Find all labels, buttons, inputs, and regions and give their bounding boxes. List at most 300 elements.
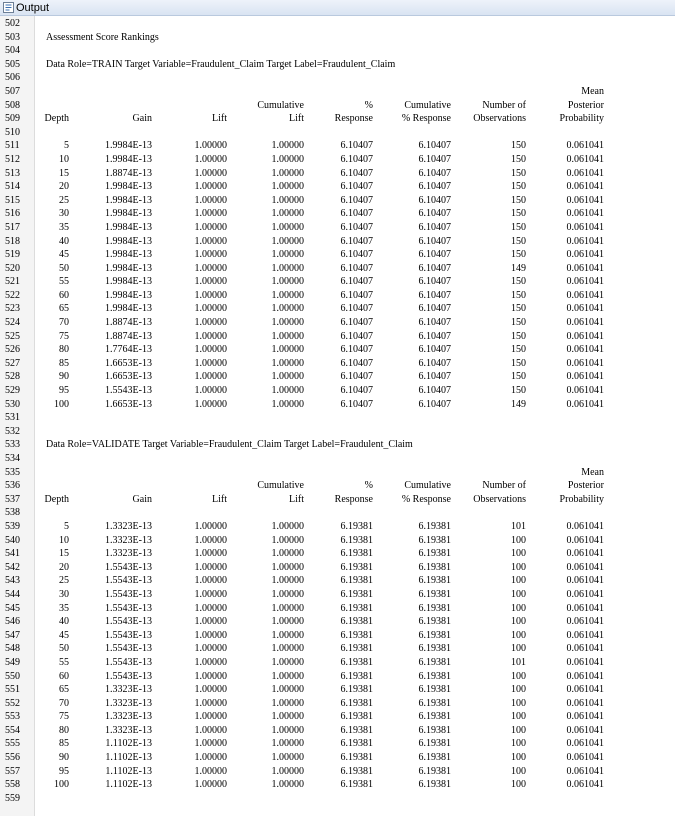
cumulative-pct-response-cell: 6.10407: [418, 398, 451, 410]
mean-posterior-probability-cell: 0.061041: [566, 276, 604, 288]
cumulative-pct-response-cell: 6.19381: [418, 575, 451, 587]
line-number: 542: [5, 561, 20, 573]
num-observations-cell: 150: [511, 167, 526, 179]
blank-line: [0, 452, 675, 466]
gain-cell: 1.8874E-13: [105, 317, 152, 329]
line-number: 507: [5, 85, 20, 97]
line-number: 537: [5, 493, 20, 505]
cumulative-lift-cell: 1.00000: [271, 711, 304, 723]
gain-cell: 1.9984E-13: [105, 208, 152, 220]
table-header-row: [0, 493, 675, 507]
mean-posterior-probability-cell: 0.061041: [566, 561, 604, 573]
mean-posterior-probability-cell: 0.061041: [566, 520, 604, 532]
cumulative-lift-header: Lift: [289, 493, 304, 505]
cumulative-pct-response-cell: 6.10407: [418, 289, 451, 301]
num-observations-cell: 150: [511, 181, 526, 193]
gain-cell: 1.9984E-13: [105, 153, 152, 165]
pct-response-cell: 6.10407: [340, 194, 373, 206]
table-row: [0, 588, 675, 602]
table-row: [0, 194, 675, 208]
num-observations-cell: 101: [511, 520, 526, 532]
num-observations-cell: 100: [511, 643, 526, 655]
table-row: [0, 153, 675, 167]
gain-cell: 1.5543E-13: [105, 385, 152, 397]
num-observations-cell: 150: [511, 221, 526, 233]
line-number: 541: [5, 548, 20, 560]
line-number: 556: [5, 752, 20, 764]
depth-cell: 65: [59, 303, 69, 315]
pct-response-cell: 6.10407: [340, 344, 373, 356]
cumulative-lift-header: Lift: [289, 113, 304, 125]
gain-cell: 1.5543E-13: [105, 616, 152, 628]
table-row: [0, 262, 675, 276]
lift-cell: 1.00000: [194, 575, 227, 587]
pct-response-cell: 6.10407: [340, 330, 373, 342]
mean-posterior-probability-cell: 0.061041: [566, 656, 604, 668]
cumulative-lift-cell: 1.00000: [271, 697, 304, 709]
pct-response-cell: 6.10407: [340, 167, 373, 179]
depth-cell: 25: [59, 194, 69, 206]
cumulative-lift-cell: 1.00000: [271, 181, 304, 193]
gain-cell: 1.3323E-13: [105, 711, 152, 723]
table-row: [0, 656, 675, 670]
depth-cell: 60: [59, 670, 69, 682]
line-number: 513: [5, 167, 20, 179]
lift-cell: 1.00000: [194, 697, 227, 709]
lift-cell: 1.00000: [194, 194, 227, 206]
table-row: [0, 710, 675, 724]
lift-cell: 1.00000: [194, 670, 227, 682]
pct-response-cell: 6.19381: [340, 724, 373, 736]
mean-posterior-probability-cell: 0.061041: [566, 697, 604, 709]
num-observations-cell: 100: [511, 548, 526, 560]
line-number: 503: [5, 31, 20, 43]
cumulative-lift-cell: 1.00000: [271, 670, 304, 682]
data-role-label: Data Role=VALIDATE Target Variable=Fraudulent_Claim Target Label=Fraudulent_Claim: [46, 439, 413, 451]
line-number: 509: [5, 113, 20, 125]
output-window-icon: [3, 2, 14, 13]
cumulative-lift-cell: 1.00000: [271, 724, 304, 736]
gain-cell: 1.1102E-13: [105, 752, 152, 764]
cumulative-lift-cell: 1.00000: [271, 520, 304, 532]
num-observations-cell: 150: [511, 249, 526, 261]
table-row: [0, 139, 675, 153]
cumulative-pct-response-cell: 6.10407: [418, 140, 451, 152]
cumulative-lift-cell: 1.00000: [271, 371, 304, 383]
num-observations-cell: 100: [511, 711, 526, 723]
gain-header: Gain: [132, 113, 152, 125]
num-observations-cell: 150: [511, 371, 526, 383]
depth-cell: 75: [59, 330, 69, 342]
lift-cell: 1.00000: [194, 643, 227, 655]
report-title: Assessment Score Rankings: [46, 31, 159, 43]
num-observations-cell: 100: [511, 575, 526, 587]
lift-cell: 1.00000: [194, 344, 227, 356]
table-row: [0, 289, 675, 303]
table-row: [0, 316, 675, 330]
mean-posterior-probability-cell: 0.061041: [566, 344, 604, 356]
cumulative-lift-cell: 1.00000: [271, 656, 304, 668]
line-number: 527: [5, 357, 20, 369]
num-observations-cell: 100: [511, 602, 526, 614]
mean-posterior-probability-cell: 0.061041: [566, 357, 604, 369]
table-row: [0, 248, 675, 262]
cumulative-pct-response-cell: 6.19381: [418, 684, 451, 696]
gain-cell: 1.1102E-13: [105, 779, 152, 791]
cumulative-pct-response-cell: 6.10407: [418, 276, 451, 288]
line-number: 557: [5, 765, 20, 777]
lift-cell: 1.00000: [194, 153, 227, 165]
mean-posterior-probability-cell: 0.061041: [566, 548, 604, 560]
cumulative-lift-cell: 1.00000: [271, 534, 304, 546]
line-number: 505: [5, 58, 20, 70]
table-header-row: [0, 99, 675, 113]
mean-posterior-probability-cell: 0.061041: [566, 534, 604, 546]
pct-response-cell: 6.19381: [340, 711, 373, 723]
num-observations-header: Observations: [473, 493, 526, 505]
pct-response-cell: 6.19381: [340, 684, 373, 696]
mean-posterior-probability-cell: 0.061041: [566, 629, 604, 641]
table-row: [0, 207, 675, 221]
table-row: [0, 520, 675, 534]
mean-posterior-probability-cell: 0.061041: [566, 249, 604, 261]
table-row: [0, 275, 675, 289]
line-number: 550: [5, 670, 20, 682]
pct-response-cell: 6.10407: [340, 398, 373, 410]
cumulative-pct-response-cell: 6.10407: [418, 303, 451, 315]
gain-cell: 1.5543E-13: [105, 575, 152, 587]
gain-cell: 1.8874E-13: [105, 330, 152, 342]
gain-cell: 1.5543E-13: [105, 656, 152, 668]
window-title: Output: [16, 2, 50, 14]
num-observations-cell: 150: [511, 344, 526, 356]
cumulative-pct-response-cell: 6.10407: [418, 249, 451, 261]
cumulative-pct-response-cell: 6.19381: [418, 724, 451, 736]
mean-posterior-probability-header: Probability: [559, 113, 604, 125]
num-observations-cell: 150: [511, 385, 526, 397]
table-row: [0, 574, 675, 588]
lift-cell: 1.00000: [194, 548, 227, 560]
pct-response-header: %: [364, 480, 373, 492]
line-number: 549: [5, 656, 20, 668]
pct-response-cell: 6.19381: [340, 534, 373, 546]
mean-posterior-probability-cell: 0.061041: [566, 684, 604, 696]
num-observations-cell: 100: [511, 588, 526, 600]
num-observations-cell: 150: [511, 153, 526, 165]
line-number: 554: [5, 724, 20, 736]
cumulative-lift-cell: 1.00000: [271, 643, 304, 655]
table-row: [0, 370, 675, 384]
mean-posterior-probability-cell: 0.061041: [566, 724, 604, 736]
depth-cell: 5: [64, 520, 69, 532]
num-observations-cell: 100: [511, 738, 526, 750]
line-number: 524: [5, 317, 20, 329]
cumulative-lift-cell: 1.00000: [271, 262, 304, 274]
cumulative-lift-cell: 1.00000: [271, 276, 304, 288]
cumulative-pct-response-cell: 6.19381: [418, 561, 451, 573]
pct-response-cell: 6.10407: [340, 153, 373, 165]
line-number: 520: [5, 262, 20, 274]
lift-cell: 1.00000: [194, 684, 227, 696]
table-row: [0, 615, 675, 629]
depth-cell: 15: [59, 167, 69, 179]
table-row: [0, 547, 675, 561]
mean-posterior-probability-cell: 0.061041: [566, 779, 604, 791]
gain-cell: 1.9984E-13: [105, 262, 152, 274]
lift-cell: 1.00000: [194, 221, 227, 233]
line-number: 508: [5, 99, 20, 111]
cumulative-pct-response-cell: 6.19381: [418, 534, 451, 546]
lift-cell: 1.00000: [194, 738, 227, 750]
mean-posterior-probability-header: Probability: [559, 493, 604, 505]
gain-cell: 1.9984E-13: [105, 276, 152, 288]
table-row: [0, 534, 675, 548]
table-header-row: [0, 85, 675, 99]
mean-posterior-probability-cell: 0.061041: [566, 167, 604, 179]
lift-cell: 1.00000: [194, 520, 227, 532]
gain-cell: 1.9984E-13: [105, 140, 152, 152]
cumulative-pct-response-cell: 6.19381: [418, 643, 451, 655]
cumulative-lift-cell: 1.00000: [271, 548, 304, 560]
lift-cell: 1.00000: [194, 317, 227, 329]
depth-cell: 35: [59, 602, 69, 614]
mean-posterior-probability-cell: 0.061041: [566, 153, 604, 165]
cumulative-pct-response-cell: 6.19381: [418, 670, 451, 682]
gain-cell: 1.6653E-13: [105, 357, 152, 369]
num-observations-cell: 100: [511, 534, 526, 546]
gain-cell: 1.9984E-13: [105, 194, 152, 206]
line-number: 551: [5, 684, 20, 696]
line-number: 559: [5, 792, 20, 804]
pct-response-cell: 6.19381: [340, 561, 373, 573]
lift-cell: 1.00000: [194, 711, 227, 723]
cumulative-lift-cell: 1.00000: [271, 303, 304, 315]
cumulative-pct-response-cell: 6.10407: [418, 385, 451, 397]
num-observations-cell: 100: [511, 765, 526, 777]
line-number: 523: [5, 303, 20, 315]
cumulative-lift-cell: 1.00000: [271, 344, 304, 356]
pct-response-cell: 6.10407: [340, 303, 373, 315]
line-number: 511: [5, 140, 20, 152]
num-observations-cell: 149: [511, 398, 526, 410]
lift-cell: 1.00000: [194, 371, 227, 383]
mean-posterior-probability-cell: 0.061041: [566, 385, 604, 397]
table-row: [0, 737, 675, 751]
lift-cell: 1.00000: [194, 629, 227, 641]
gain-cell: 1.3323E-13: [105, 548, 152, 560]
gain-cell: 1.3323E-13: [105, 684, 152, 696]
lift-cell: 1.00000: [194, 140, 227, 152]
cumulative-pct-response-cell: 6.10407: [418, 330, 451, 342]
cumulative-pct-response-cell: 6.10407: [418, 357, 451, 369]
pct-response-cell: 6.19381: [340, 629, 373, 641]
depth-cell: 80: [59, 724, 69, 736]
depth-cell: 70: [59, 697, 69, 709]
gain-cell: 1.3323E-13: [105, 520, 152, 532]
cumulative-lift-header: Cumulative: [257, 480, 304, 492]
depth-cell: 55: [59, 276, 69, 288]
cumulative-lift-cell: 1.00000: [271, 629, 304, 641]
line-number: 539: [5, 520, 20, 532]
blank-line: [0, 425, 675, 439]
cumulative-pct-response-cell: 6.19381: [418, 779, 451, 791]
mean-posterior-probability-cell: 0.061041: [566, 235, 604, 247]
depth-cell: 85: [59, 357, 69, 369]
depth-cell: 40: [59, 235, 69, 247]
line-number: 538: [5, 507, 20, 519]
blank-line: [0, 126, 675, 140]
blank-line: [0, 411, 675, 425]
mean-posterior-probability-cell: 0.061041: [566, 289, 604, 301]
depth-cell: 95: [59, 765, 69, 777]
pct-response-cell: 6.19381: [340, 752, 373, 764]
table-row: [0, 302, 675, 316]
table-row: [0, 180, 675, 194]
cumulative-pct-response-cell: 6.10407: [418, 235, 451, 247]
pct-response-cell: 6.10407: [340, 276, 373, 288]
mean-posterior-probability-cell: 0.061041: [566, 262, 604, 274]
cumulative-lift-cell: 1.00000: [271, 317, 304, 329]
mean-posterior-probability-cell: 0.061041: [566, 738, 604, 750]
cumulative-lift-cell: 1.00000: [271, 221, 304, 233]
pct-response-header: %: [364, 99, 373, 111]
table-row: [0, 235, 675, 249]
num-observations-cell: 150: [511, 289, 526, 301]
lift-cell: 1.00000: [194, 289, 227, 301]
line-number: 532: [5, 425, 20, 437]
line-number: 552: [5, 697, 20, 709]
table-row: [0, 343, 675, 357]
table-header-row: [0, 466, 675, 480]
lift-cell: 1.00000: [194, 752, 227, 764]
depth-cell: 50: [59, 262, 69, 274]
depth-cell: 55: [59, 656, 69, 668]
line-number: 512: [5, 153, 20, 165]
gain-cell: 1.1102E-13: [105, 765, 152, 777]
num-observations-cell: 100: [511, 616, 526, 628]
cumulative-pct-response-cell: 6.19381: [418, 711, 451, 723]
pct-response-cell: 6.10407: [340, 140, 373, 152]
pct-response-cell: 6.19381: [340, 779, 373, 791]
table-row: [0, 561, 675, 575]
line-number: 533: [5, 439, 20, 451]
gain-cell: 1.5543E-13: [105, 561, 152, 573]
mean-posterior-probability-cell: 0.061041: [566, 602, 604, 614]
gain-cell: 1.9984E-13: [105, 289, 152, 301]
depth-cell: 10: [59, 153, 69, 165]
output-text-area[interactable]: [0, 17, 675, 805]
pct-response-cell: 6.19381: [340, 520, 373, 532]
pct-response-cell: 6.10407: [340, 289, 373, 301]
num-observations-cell: 150: [511, 330, 526, 342]
pct-response-header: Response: [334, 113, 373, 125]
line-number: 558: [5, 779, 20, 791]
cumulative-lift-header: Cumulative: [257, 99, 304, 111]
line-number: 553: [5, 711, 20, 723]
pct-response-cell: 6.19381: [340, 697, 373, 709]
pct-response-cell: 6.19381: [340, 575, 373, 587]
mean-posterior-probability-cell: 0.061041: [566, 194, 604, 206]
cumulative-lift-cell: 1.00000: [271, 602, 304, 614]
line-number: 510: [5, 126, 20, 138]
lift-cell: 1.00000: [194, 276, 227, 288]
gain-cell: 1.6653E-13: [105, 371, 152, 383]
lift-cell: 1.00000: [194, 534, 227, 546]
table-row: [0, 724, 675, 738]
lift-cell: 1.00000: [194, 249, 227, 261]
gain-cell: 1.5543E-13: [105, 588, 152, 600]
depth-cell: 5: [64, 140, 69, 152]
pct-response-cell: 6.19381: [340, 616, 373, 628]
depth-header: Depth: [44, 113, 69, 125]
gain-cell: 1.9984E-13: [105, 221, 152, 233]
lift-cell: 1.00000: [194, 602, 227, 614]
lift-cell: 1.00000: [194, 208, 227, 220]
depth-cell: 45: [59, 629, 69, 641]
depth-cell: 30: [59, 588, 69, 600]
mean-posterior-probability-cell: 0.061041: [566, 670, 604, 682]
cumulative-pct-response-cell: 6.10407: [418, 153, 451, 165]
pct-response-cell: 6.10407: [340, 317, 373, 329]
cumulative-pct-response-header: % Response: [401, 113, 451, 125]
cumulative-pct-response-cell: 6.10407: [418, 208, 451, 220]
depth-cell: 20: [59, 561, 69, 573]
cumulative-lift-cell: 1.00000: [271, 575, 304, 587]
mean-posterior-probability-cell: 0.061041: [566, 317, 604, 329]
gain-cell: 1.8874E-13: [105, 167, 152, 179]
num-observations-header: Observations: [473, 113, 526, 125]
gain-cell: 1.5543E-13: [105, 602, 152, 614]
lift-cell: 1.00000: [194, 588, 227, 600]
num-observations-cell: 100: [511, 724, 526, 736]
lift-cell: 1.00000: [194, 357, 227, 369]
line-number: 519: [5, 249, 20, 261]
num-observations-cell: 150: [511, 235, 526, 247]
mean-posterior-probability-cell: 0.061041: [566, 371, 604, 383]
depth-cell: 100: [54, 398, 69, 410]
cumulative-pct-response-cell: 6.10407: [418, 317, 451, 329]
line-number: 540: [5, 534, 20, 546]
depth-cell: 85: [59, 738, 69, 750]
cumulative-lift-cell: 1.00000: [271, 779, 304, 791]
output-window-titlebar[interactable]: [0, 0, 675, 16]
gain-cell: 1.9984E-13: [105, 235, 152, 247]
pct-response-header: Response: [334, 493, 373, 505]
mean-posterior-probability-cell: 0.061041: [566, 752, 604, 764]
depth-cell: 80: [59, 344, 69, 356]
table-header-row: [0, 112, 675, 126]
line-number: 529: [5, 385, 20, 397]
table-row: [0, 221, 675, 235]
num-observations-cell: 100: [511, 752, 526, 764]
depth-cell: 10: [59, 534, 69, 546]
gain-cell: 1.9984E-13: [105, 249, 152, 261]
cumulative-pct-response-cell: 6.19381: [418, 602, 451, 614]
gain-cell: 1.1102E-13: [105, 738, 152, 750]
depth-cell: 40: [59, 616, 69, 628]
gain-header: Gain: [132, 493, 152, 505]
pct-response-cell: 6.19381: [340, 670, 373, 682]
depth-cell: 90: [59, 752, 69, 764]
line-number: 517: [5, 221, 20, 233]
lift-cell: 1.00000: [194, 561, 227, 573]
cumulative-lift-cell: 1.00000: [271, 616, 304, 628]
pct-response-cell: 6.10407: [340, 208, 373, 220]
depth-cell: 25: [59, 575, 69, 587]
data-role-label: Data Role=TRAIN Target Variable=Fraudulent_Claim Target Label=Fraudulent_Claim: [46, 58, 396, 70]
gain-cell: 1.6653E-13: [105, 398, 152, 410]
pct-response-cell: 6.19381: [340, 548, 373, 560]
